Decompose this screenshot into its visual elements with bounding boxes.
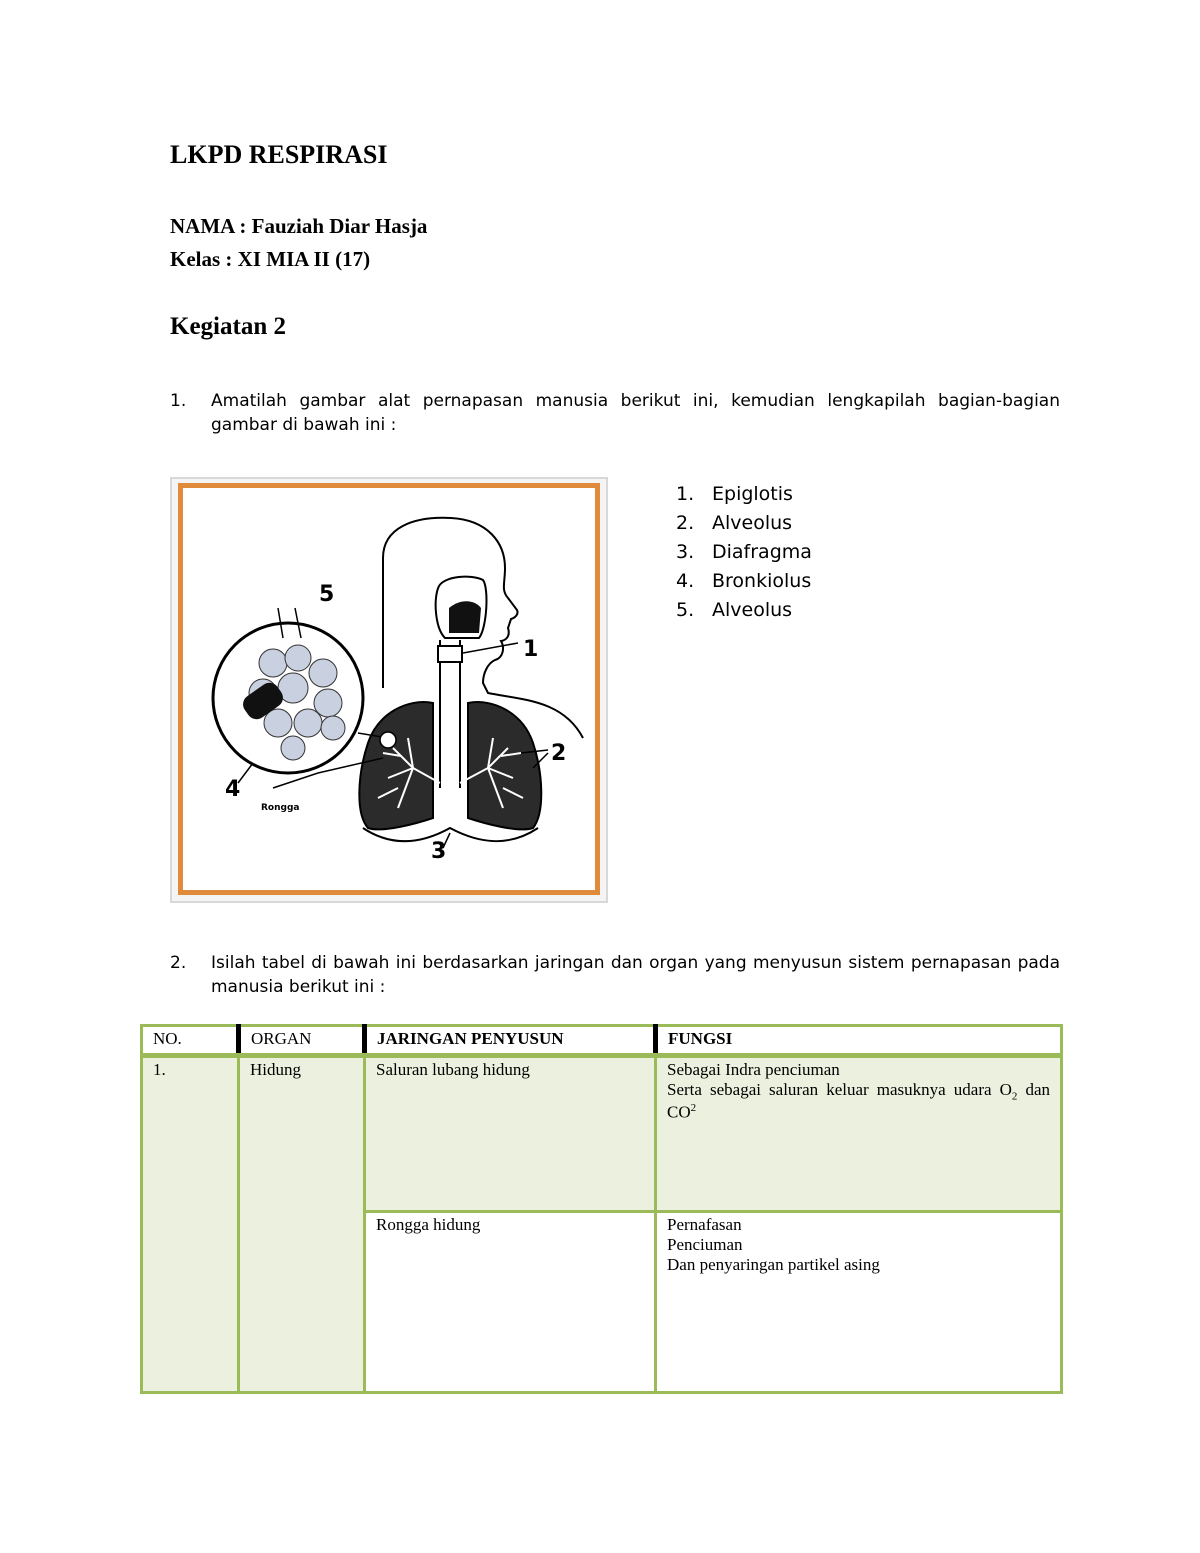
cell-tissue: Saluran lubang hidung bbox=[365, 1056, 656, 1212]
label-4: 4 bbox=[225, 777, 241, 802]
figure-frame bbox=[178, 483, 600, 895]
answer-text: Bronkiolus bbox=[712, 570, 812, 592]
answer-text: Diafragma bbox=[712, 541, 812, 563]
table-header-row bbox=[142, 1026, 1062, 1056]
answer-text: Epiglotis bbox=[712, 483, 793, 505]
student-name: NAMA : Fauziah Diar Hasja bbox=[170, 214, 428, 238]
answer-item bbox=[676, 509, 812, 538]
question-1 bbox=[170, 389, 1060, 437]
cell-tissue: Rongga hidung bbox=[365, 1212, 656, 1393]
answer-number: 2. bbox=[676, 512, 695, 534]
answer-number: 5. bbox=[676, 599, 695, 621]
cell-function bbox=[656, 1056, 1062, 1212]
header-no: NO. bbox=[142, 1026, 239, 1056]
function-line: Dan penyaringan partikel asing bbox=[667, 1255, 880, 1274]
right-lung bbox=[468, 702, 541, 829]
answer-text: Alveolus bbox=[712, 512, 793, 534]
left-lung bbox=[359, 702, 433, 829]
label-2: 2 bbox=[551, 741, 567, 766]
function-paragraph: Serta sebagai saluran keluar masuknya udara $O_2$ dan $CO^2$ bbox=[667, 1080, 1050, 1123]
table-row bbox=[142, 1056, 1062, 1212]
diaphragm bbox=[363, 828, 538, 841]
larynx bbox=[438, 646, 462, 662]
label-3: 3 bbox=[431, 839, 447, 864]
tongue bbox=[449, 601, 481, 633]
answer-item bbox=[676, 596, 812, 625]
question-2-number: 2. bbox=[170, 953, 187, 973]
respiratory-diagram bbox=[183, 488, 595, 890]
header-function: FUNGSI bbox=[656, 1026, 1062, 1056]
question-1-text: Amatilah gambar alat pernapasan manusia berikut ini, kemudian lengkapilah bagian-bagian gambar di bawah ini : bbox=[211, 391, 1060, 435]
function-line: Penciuman bbox=[667, 1235, 743, 1254]
label-5: 5 bbox=[319, 582, 335, 607]
answer-list bbox=[676, 480, 812, 625]
function-line: Sebagai Indra penciuman bbox=[667, 1060, 840, 1079]
cell-function bbox=[656, 1212, 1062, 1393]
alveolus-detail-dot bbox=[380, 732, 396, 748]
function-line: Pernafasan bbox=[667, 1215, 742, 1234]
header-organ: ORGAN bbox=[239, 1026, 365, 1056]
question-2-text: Isilah tabel di bawah ini berdasarkan jaringan dan organ yang menyusun sistem pernapasan pada manusia berikut ini : bbox=[211, 953, 1060, 997]
cell-organ: Hidung bbox=[239, 1056, 365, 1393]
answer-item bbox=[676, 480, 812, 509]
header-tissue: JARINGAN PENYUSUN bbox=[365, 1026, 656, 1056]
label-1: 1 bbox=[523, 637, 539, 662]
respiratory-system-figure bbox=[170, 477, 608, 903]
label-rongga: Rongga bbox=[261, 803, 300, 813]
student-class: Kelas : XI MIA II (17) bbox=[170, 247, 371, 271]
cell-no: 1. bbox=[142, 1056, 239, 1393]
document-title: LKPD RESPIRASI bbox=[170, 140, 388, 169]
activity-heading: Kegiatan 2 bbox=[170, 313, 286, 340]
organ-tissue-table bbox=[140, 1024, 1063, 1394]
question-1-number: 1. bbox=[170, 391, 187, 411]
answer-number: 1. bbox=[676, 483, 695, 505]
answer-item bbox=[676, 567, 812, 596]
answer-text: Alveolus bbox=[712, 599, 793, 621]
question-2 bbox=[170, 951, 1060, 999]
answer-number: 3. bbox=[676, 541, 695, 563]
answer-number: 4. bbox=[676, 570, 695, 592]
answer-item bbox=[676, 538, 812, 567]
label-1-leader bbox=[463, 643, 518, 653]
